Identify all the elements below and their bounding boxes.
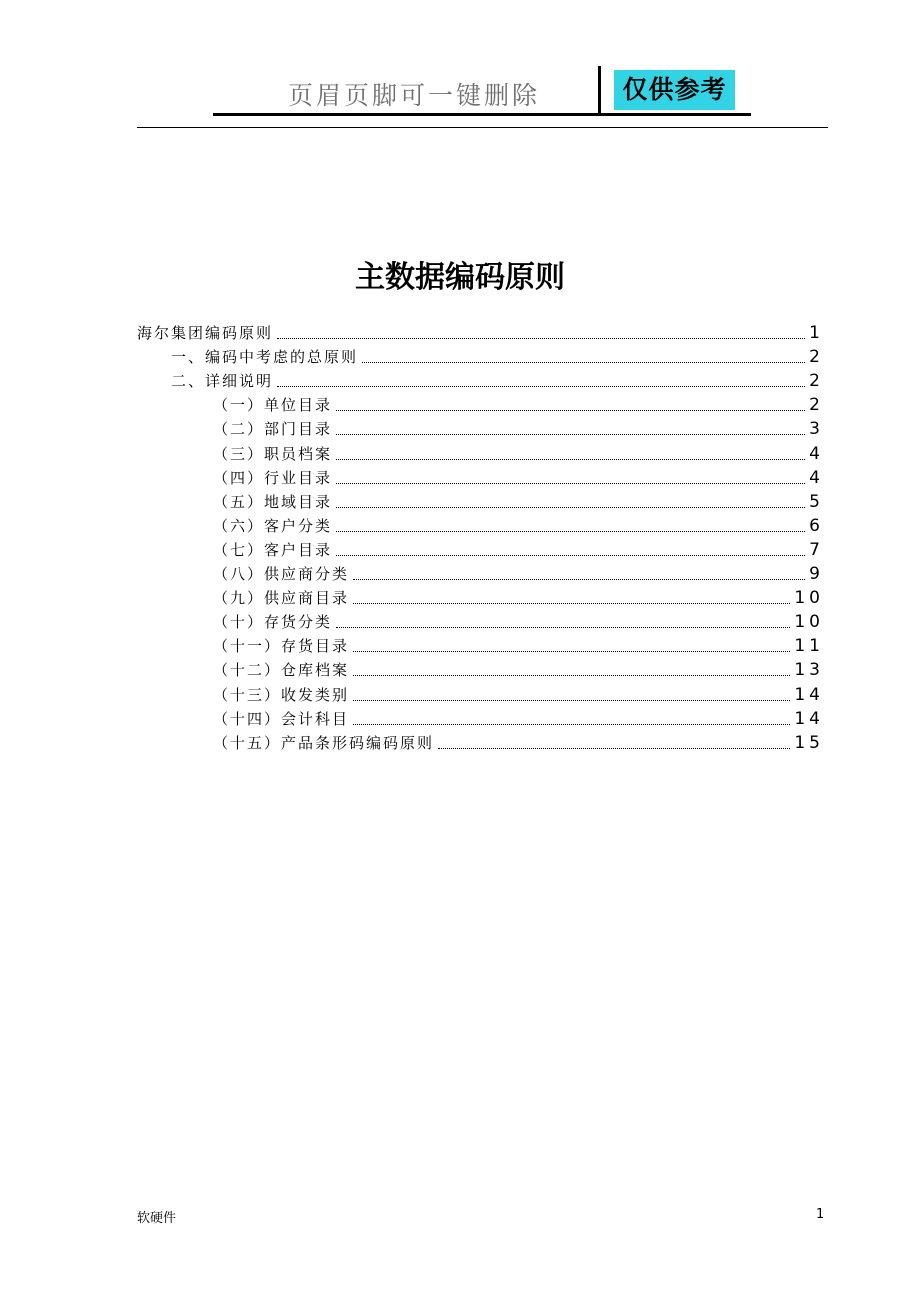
toc-entry-page: 7	[809, 539, 824, 560]
toc-entry[interactable]	[213, 513, 824, 537]
toc-entry-page: 4	[809, 443, 824, 464]
toc-entry-label: （一）单位目录	[213, 396, 333, 415]
document-title: 主数据编码原则	[355, 260, 565, 295]
header-text: 页眉页脚可一键删除	[288, 81, 541, 110]
toc-entry[interactable]	[213, 416, 824, 440]
footer-label: 软硬件	[137, 1211, 177, 1226]
toc-entry[interactable]	[213, 706, 824, 730]
toc-entry-label: （十三）收发类别	[213, 685, 350, 704]
toc-entry-page: 13	[794, 660, 824, 681]
toc-entry-label: （十五）产品条形码编码原则	[213, 733, 435, 752]
toc-entry-label: （二）部门目录	[213, 420, 333, 439]
toc-entry-label: （五）地域目录	[213, 492, 333, 511]
toc-leader-dots	[353, 674, 790, 676]
toc-entry-label: （八）供应商分类	[213, 565, 350, 583]
toc-entry[interactable]	[213, 730, 824, 754]
toc-leader-dots	[336, 626, 790, 628]
toc-leader-dots	[438, 747, 790, 749]
toc-entry[interactable]	[213, 657, 824, 681]
toc-leader-dots	[353, 602, 790, 604]
toc-entry[interactable]	[213, 537, 824, 561]
toc-leader-dots	[336, 433, 805, 435]
toc-entry[interactable]	[213, 465, 824, 489]
toc-entry[interactable]	[171, 344, 824, 368]
toc-entry-label: 一、编码中考虑的总原则	[171, 348, 359, 367]
toc-entry-label: （十）存货分类	[213, 613, 333, 632]
toc-leader-dots	[353, 650, 790, 652]
header-rule	[137, 127, 828, 128]
toc-entry-page: 9	[809, 564, 824, 584]
toc-entry-page: 15	[794, 732, 824, 753]
toc-leader-dots	[353, 578, 805, 580]
toc-entry[interactable]	[213, 609, 824, 633]
toc-entry-label: （四）行业目录	[213, 468, 333, 487]
toc-entry-page: 10	[794, 612, 824, 633]
toc-entry-page: 3	[809, 419, 824, 440]
toc-entry[interactable]	[213, 441, 824, 465]
toc-entry[interactable]	[213, 561, 824, 585]
toc-leader-dots	[362, 361, 805, 363]
toc-entry-label: 海尔集团编码原则	[137, 324, 274, 342]
toc-entry[interactable]	[213, 682, 824, 706]
toc-entry-label: （六）客户分类	[213, 516, 333, 535]
toc-entry-page: 14	[794, 708, 824, 729]
toc-entry-page: 2	[809, 347, 824, 368]
toc-entry-page: 6	[809, 515, 824, 536]
toc-leader-dots	[277, 385, 805, 387]
toc-entry-page: 1	[809, 323, 824, 343]
toc-leader-dots	[336, 506, 805, 508]
toc-entry-label: （七）客户目录	[213, 540, 333, 559]
footer-page-number: 1	[816, 1207, 825, 1222]
toc-entry[interactable]	[213, 585, 824, 609]
toc-entry[interactable]	[213, 489, 824, 513]
toc-leader-dots	[336, 458, 805, 460]
header-underline	[213, 113, 751, 116]
toc-entry-label: （十四）会计科目	[213, 709, 350, 728]
toc-leader-dots	[336, 554, 805, 556]
reference-badge: 仅供参考	[614, 70, 735, 110]
toc-entry-label: （十一）存货目录	[213, 637, 350, 656]
toc-entry[interactable]	[213, 392, 824, 416]
toc-entry-page: 5	[809, 491, 824, 512]
toc-entry-page: 14	[794, 684, 824, 705]
toc-entry-page: 2	[809, 371, 824, 392]
toc-entry-page: 11	[794, 636, 824, 657]
toc-leader-dots	[277, 337, 805, 339]
toc-entry-page: 4	[809, 467, 824, 488]
toc-entry[interactable]	[171, 368, 824, 392]
toc-entry-label: （三）职员档案	[213, 444, 333, 463]
toc-entry[interactable]	[137, 320, 824, 344]
toc-entry-page: 10	[794, 588, 824, 609]
toc-leader-dots	[353, 699, 790, 701]
toc-leader-dots	[336, 482, 805, 484]
toc-entry-label: （十二）仓库档案	[213, 661, 350, 680]
toc-entry-page: 2	[809, 395, 824, 416]
toc-entry-label: （九）供应商目录	[213, 589, 350, 608]
toc-entry[interactable]	[213, 633, 824, 657]
toc-leader-dots	[336, 409, 805, 411]
toc-leader-dots	[353, 723, 790, 725]
header-divider	[598, 66, 601, 116]
toc-leader-dots	[336, 530, 805, 532]
toc-entry-label: 二、详细说明	[171, 372, 274, 391]
